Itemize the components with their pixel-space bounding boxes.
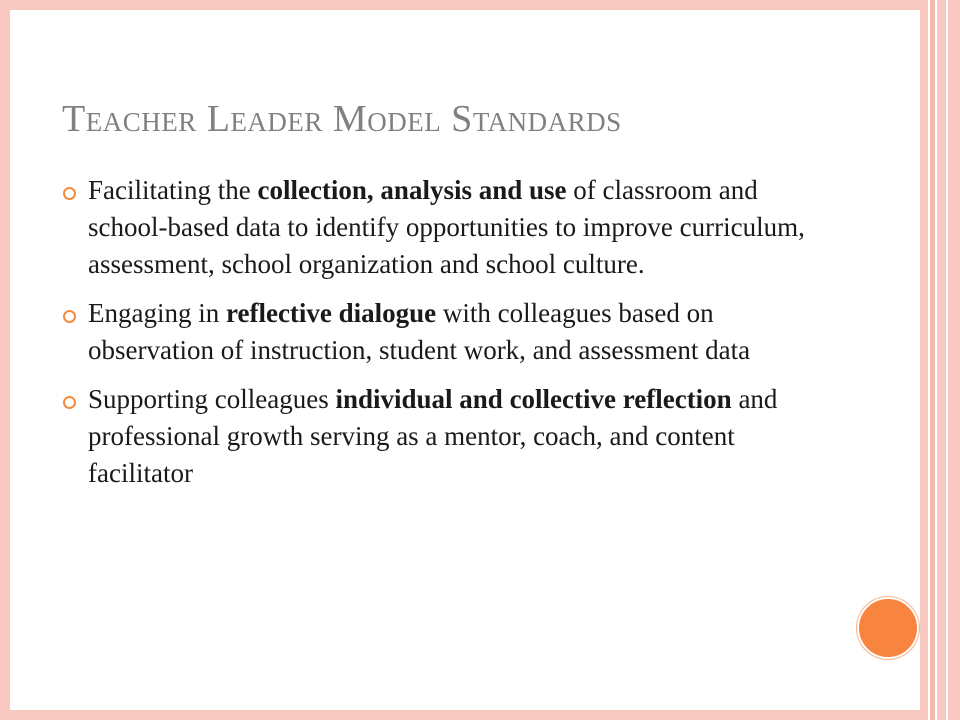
bullet-item xyxy=(62,172,842,283)
decorative-stripe xyxy=(948,0,960,720)
bullet-text: with colleagues based on observation of instruction, student work, and assessment data xyxy=(88,298,751,365)
decorative-stripe xyxy=(920,0,928,720)
bullet-ring-icon xyxy=(63,187,76,200)
bullet-list xyxy=(62,172,842,504)
decorative-circle xyxy=(857,597,919,659)
bullet-text: and professional growth serving as a mentor, coach, and content facilitator xyxy=(88,384,778,488)
bullet-emphasis: collection, analysis and use xyxy=(257,175,567,205)
bullet-item xyxy=(62,381,842,492)
bullet-text: Engaging in xyxy=(88,298,226,328)
decorative-stripe xyxy=(937,0,946,720)
bullet-emphasis: reflective dialogue xyxy=(225,298,437,328)
bullet-ring-icon xyxy=(63,310,76,323)
bullet-text: Facilitating the xyxy=(88,175,258,205)
frame-bottom-border xyxy=(0,710,920,720)
bullet-item xyxy=(62,295,842,369)
slide-title: Teacher Leader Model Standards xyxy=(62,98,622,140)
bullet-text: Supporting colleagues xyxy=(88,384,336,414)
frame-left-border xyxy=(0,0,10,720)
bullet-ring-icon xyxy=(63,396,76,409)
bullet-emphasis: individual and collective reflection xyxy=(335,384,732,414)
frame-top-border xyxy=(0,0,920,10)
bullet-text: of classroom and school-based data to identify opportunities to improve curriculum, assessment, school organization and school culture. xyxy=(88,175,805,279)
